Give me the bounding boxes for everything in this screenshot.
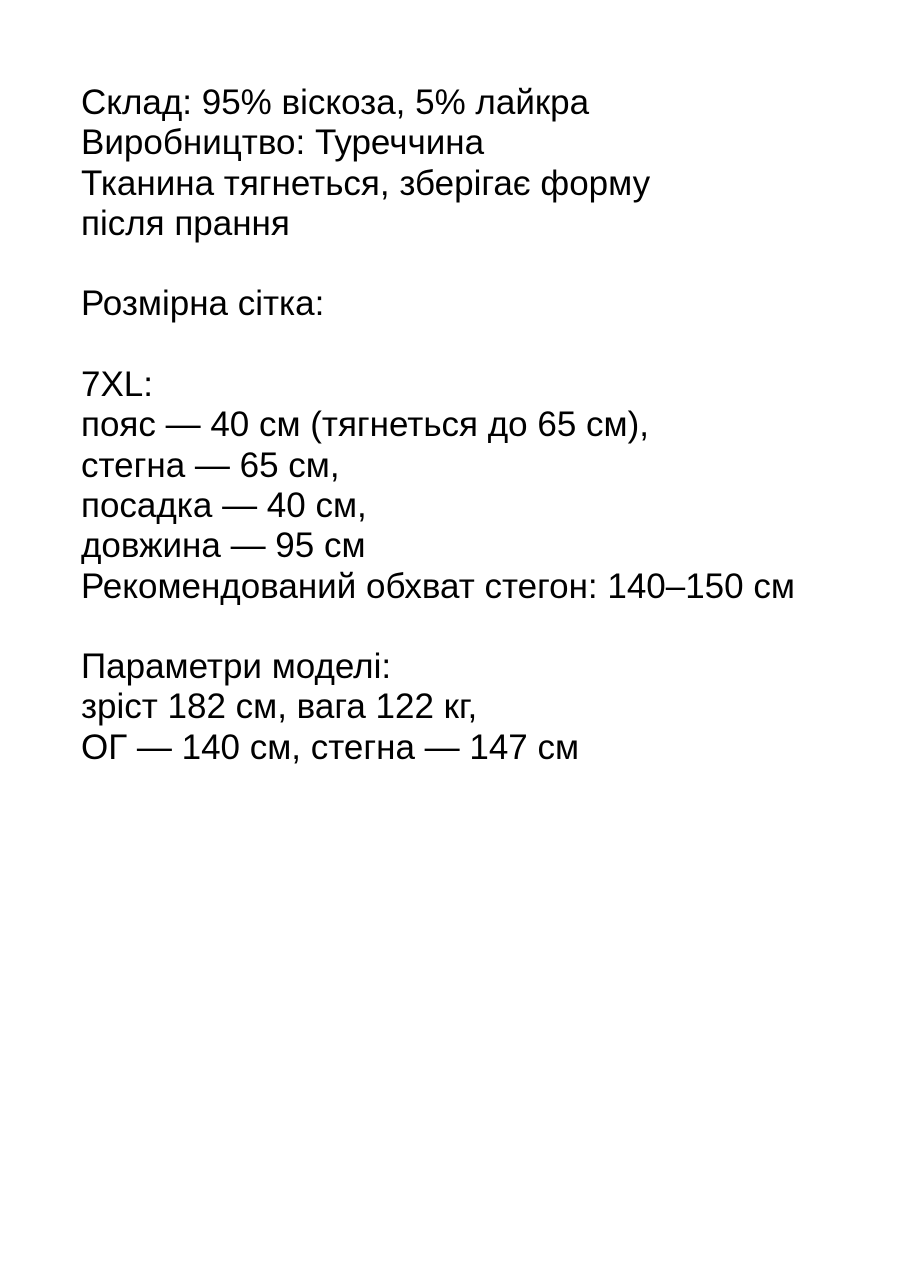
size-chart-section xyxy=(81,284,795,606)
model-height-weight: зріст 182 см, вага 122 кг, xyxy=(81,687,478,727)
spacer xyxy=(81,607,795,647)
waist-measure: пояс — 40 см (тягнеться до 65 см), xyxy=(81,405,649,445)
composition-section xyxy=(81,83,795,244)
material-line: Склад: 95% віскоза, 5% лайкра xyxy=(81,83,590,122)
size-chart-heading: Розмірна сітка: xyxy=(81,284,325,324)
length-measure: довжина — 95 см xyxy=(81,526,366,566)
product-description xyxy=(81,83,795,768)
model-params-heading: Параметри моделі: xyxy=(81,647,392,687)
model-bust-hips: ОГ — 140 см, стегна — 147 см xyxy=(81,727,580,767)
spacer xyxy=(81,325,795,365)
fabric-note-line: Тканина тягнеться, зберігає форму xyxy=(81,163,651,203)
recommended-hips: Рекомендований обхват стегон: 140–150 см xyxy=(81,566,795,606)
hips-measure: стегна — 65 см, xyxy=(81,445,340,485)
origin-line: Виробництво: Туреччина xyxy=(81,123,485,163)
model-params-section xyxy=(81,647,795,768)
fabric-note-line-continued: після прання xyxy=(81,203,290,243)
rise-measure: посадка — 40 см, xyxy=(81,485,367,525)
size-label: 7XL: xyxy=(81,365,153,405)
spacer xyxy=(81,244,795,284)
